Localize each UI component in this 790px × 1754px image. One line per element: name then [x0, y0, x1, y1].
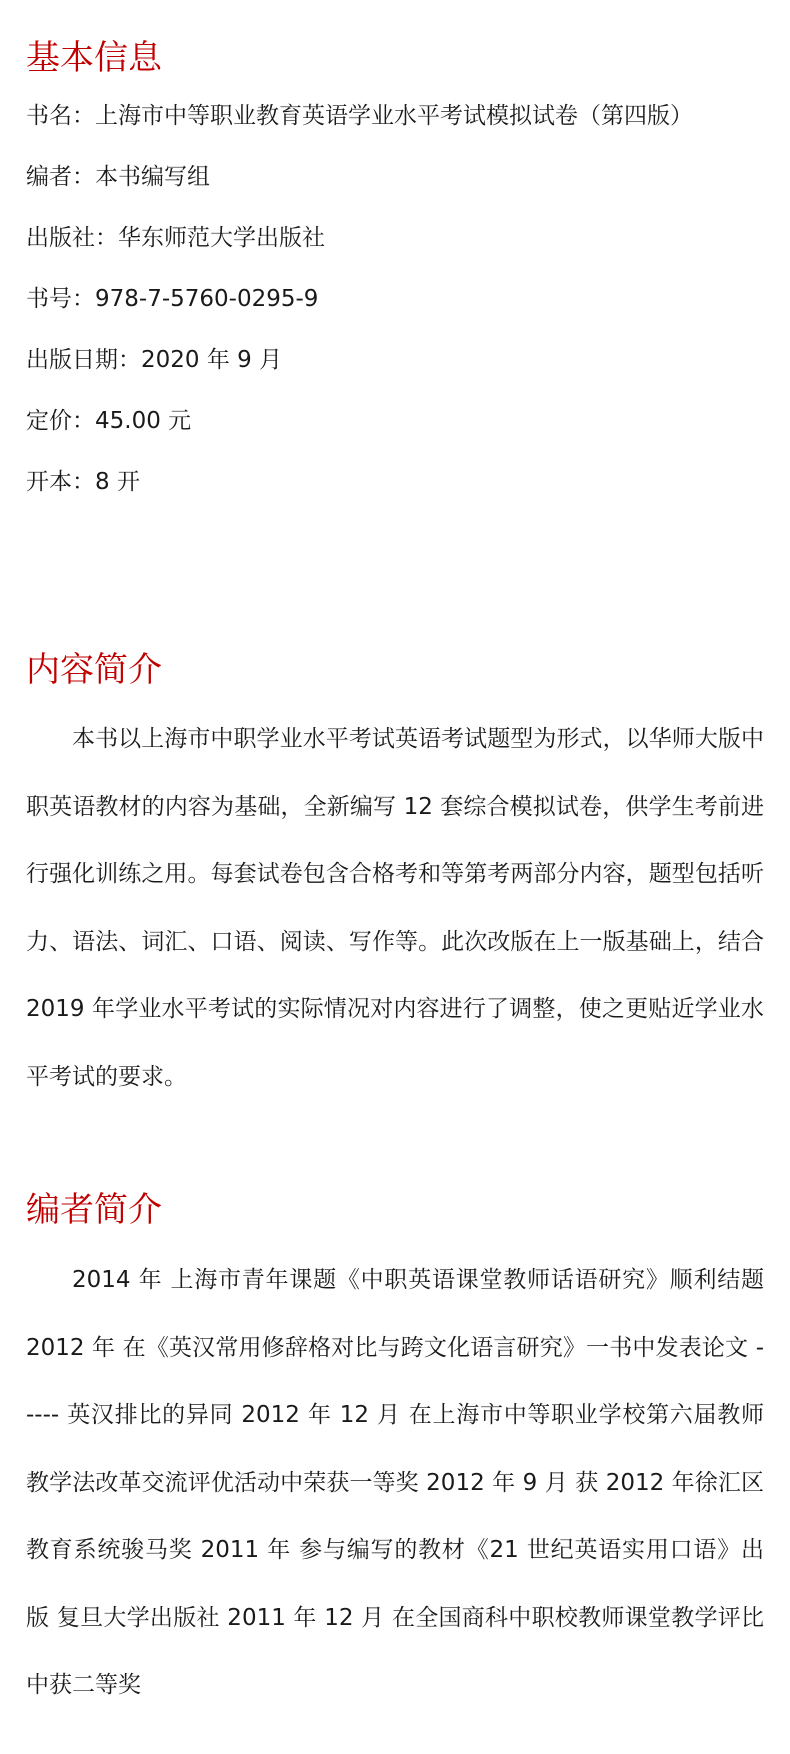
publication-date: 出版日期：2020 年 9 月 — [26, 347, 283, 373]
publisher: 出版社：华东师范大学出版社 — [26, 225, 325, 251]
book-name: 书名：上海市中等职业教育英语学业水平考试模拟试卷（第四版） — [26, 103, 693, 129]
content-intro-heading: 内容简介 — [26, 650, 162, 690]
basic-info-heading: 基本信息 — [26, 38, 162, 78]
content-intro-text: 本书以上海市中职学业水平考试英语考试题型为形式，以华师大版中职英语教材的内容为基础，全新编写 12 套综合模拟试卷，供学生考前进行强化训练之用。每套试卷包含合格考和等第考两部分内容，题型包括听力、语法、词汇、口语、阅读、写作等。此次改版在上一版基础上，结合 2019 年学业水平考试的实际情况对内容进行了调整，使之更贴近学业水平考试的要求。 — [26, 726, 764, 1090]
author-intro-heading: 编者简介 — [26, 1190, 162, 1230]
author-intro-text: 2014 年 上海市青年课题《中职英语课堂教师话语研究》顺利结题 2012 年 在《英汉常用修辞格对比与跨文化语言研究》一书中发表论文 ----- 英汉排比的异同 2012 年 12 月 在上海市中等职业学校第六届教师教学法改革交流评优活动中荣获一等奖 2012 年 9 月 获 2012 年徐汇区教育系统骏马奖 2011 年 参与编写的教材《21 世纪英语实用口语》出版 复旦大学出版社 2011 年 12 月 在全国商科中职校教师课堂教学评比中获二等奖 — [26, 1267, 764, 1698]
editor: 编者：本书编写组 — [26, 164, 210, 190]
book-format: 开本：8 开 — [26, 469, 140, 495]
isbn: 书号：978-7-5760-0295-9 — [26, 286, 319, 312]
price: 定价：45.00 元 — [26, 408, 192, 434]
